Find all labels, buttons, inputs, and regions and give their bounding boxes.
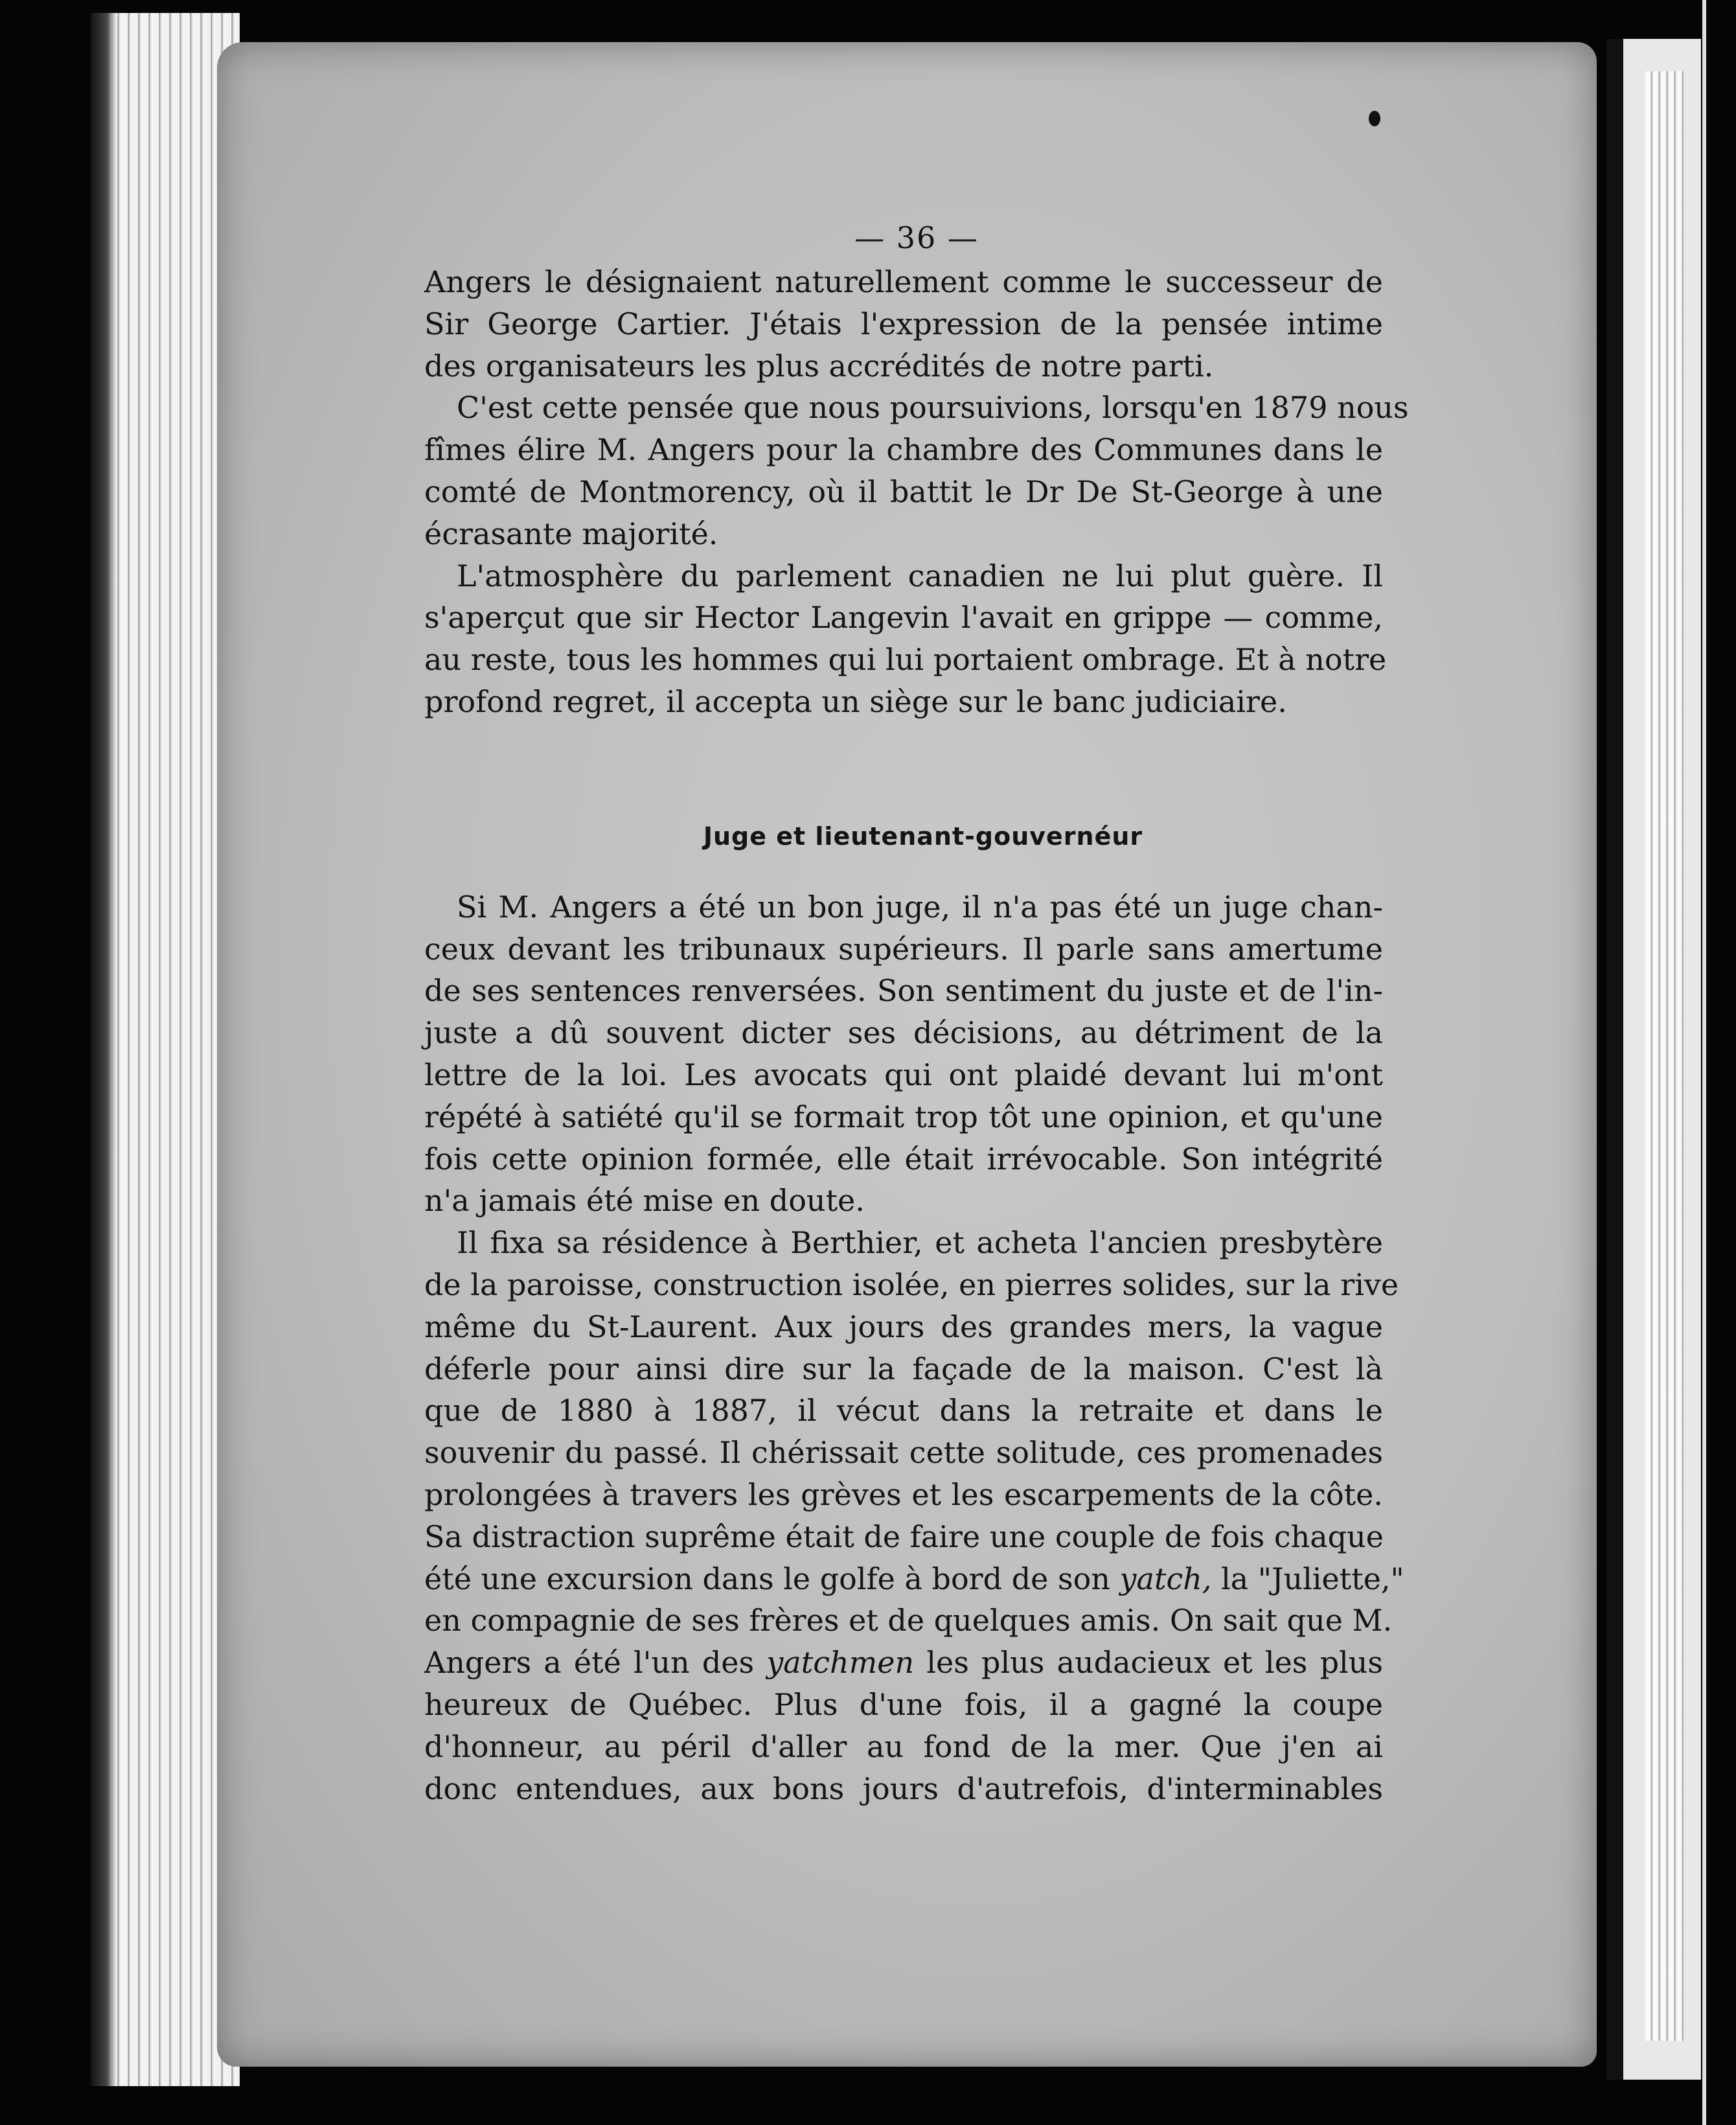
text-line: des organisateurs les plus accrédités de notre parti. <box>424 348 1214 384</box>
paragraph <box>424 261 1383 387</box>
text-run: Angers a été l'un des <box>424 1645 767 1681</box>
text-line: même du St-Laurent. Aux jours des grandes mers, la vague <box>424 1309 1383 1344</box>
text-run: les plus audacieux et les plus <box>914 1645 1383 1681</box>
text-line: de la paroisse, construction isolée, en pierres solides, sur la rive <box>424 1267 1399 1302</box>
text-line-with-italic <box>424 1558 1404 1600</box>
text-line: d'honneur, au péril d'aller au fond de la mer. Que j'en ai <box>424 1729 1383 1764</box>
text-line: donc entendues, aux bons jours d'autrefois, d'interminables <box>424 1771 1383 1806</box>
text-line: n'a jamais été mise en doute. <box>424 1183 865 1219</box>
text-line: souvenir du passé. Il chérissait cette solitude, ces promenades <box>424 1435 1383 1471</box>
text-line-with-italic <box>424 1642 1383 1684</box>
right-page-edges <box>1645 71 1684 2041</box>
page-number: — 36 — <box>854 220 979 255</box>
text-line: Sir George Cartier. J'étais l'expression de la pensée intime <box>424 306 1383 341</box>
text-line: fîmes élire M. Angers pour la chambre des Communes dans le <box>424 432 1383 468</box>
text-line: L'atmosphère du parlement canadien ne lui plut guère. Il <box>457 558 1383 593</box>
text-line: Il fixa sa résidence à Berthier, et acheta l'ancien presbytère <box>457 1225 1383 1261</box>
ink-speck <box>1369 111 1380 126</box>
binding-shadow <box>91 13 117 2086</box>
text-line: répété à satiété qu'il se formait trop tôt une opinion, et qu'une <box>424 1099 1383 1134</box>
book-page <box>217 42 1597 2067</box>
paragraph <box>424 1222 1404 1809</box>
text-line: Sa distraction suprême était de faire une couple de fois chaque <box>424 1519 1384 1554</box>
text-line: Angers le désignaient naturellement comme le successeur de <box>424 264 1383 299</box>
text-line: heureux de Québec. Plus d'une fois, il a gagné la coupe <box>424 1686 1383 1722</box>
text-line: Si M. Angers a été un bon juge, il n'a pas été un juge chan- <box>457 889 1383 925</box>
italic-word: yatchmen <box>766 1645 915 1681</box>
paragraph <box>424 387 1409 555</box>
scanner-edge-line <box>1702 0 1706 2125</box>
paragraph <box>424 555 1387 723</box>
page-text-block <box>424 217 1409 1809</box>
text-line: ceux devant les tribunaux supérieurs. Il parle sans amertume <box>424 931 1383 967</box>
text-line: de ses sentences renversées. Son sentiment du juste et de l'in- <box>424 973 1383 1009</box>
text-run: été une excursion dans le golfe à bord de son <box>424 1561 1120 1596</box>
paragraph <box>424 886 1383 1222</box>
text-line: prolongées à travers les grèves et les escarpements de la côte. <box>424 1476 1383 1512</box>
italic-word: yatch, <box>1119 1561 1212 1596</box>
text-line: comté de Montmorency, où il battit le Dr De St-George à une <box>424 474 1383 509</box>
text-line: déferle pour ainsi dire sur la façade de la maison. C'est là <box>424 1351 1383 1386</box>
text-line: s'aperçut que sir Hector Langevin l'avait en grippe — comme, <box>424 600 1383 636</box>
text-line: fois cette opinion formée, elle était irrévocable. Son intégrité <box>424 1141 1383 1177</box>
text-line: profond regret, il accepta un siège sur le banc judiciaire. <box>424 683 1287 719</box>
text-line: juste a dû souvent dicter ses décisions, au détriment de la <box>424 1015 1383 1051</box>
text-line: au reste, tous les hommes qui lui portaient ombrage. Et à notre <box>424 642 1387 678</box>
text-line: C'est cette pensée que nous poursuivions, lorsqu'en 1879 nous <box>457 390 1409 426</box>
section-heading: Juge et lieutenant-gouvernéur <box>703 821 1143 851</box>
text-run: la "Juliette," <box>1211 1561 1404 1596</box>
text-line: que de 1880 à 1887, il vécut dans la retraite et dans le <box>424 1393 1383 1429</box>
text-line: écrasante majorité. <box>424 516 718 551</box>
text-line: lettre de la loi. Les avocats qui ont plaidé devant lui m'ont <box>424 1057 1383 1092</box>
text-line: en compagnie de ses frères et de quelques amis. On sait que M. <box>424 1603 1393 1638</box>
